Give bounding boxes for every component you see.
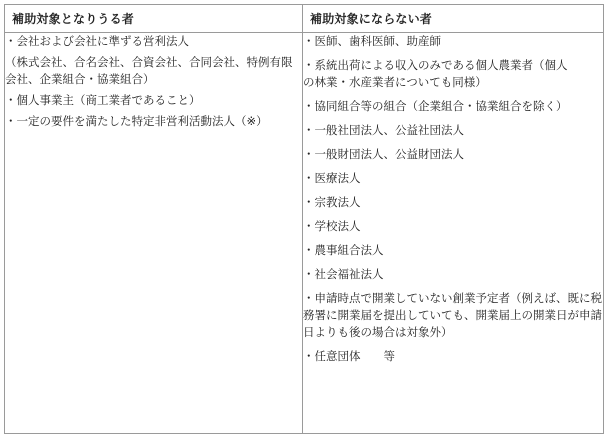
ineligible-item-farmers-continued: の林業・水産業者についても同様）	[303, 75, 487, 89]
ineligible-item-cooperatives: ・協同組合等の組合（企業組合・協業組合を除く）	[303, 99, 568, 113]
eligibility-table	[4, 4, 604, 434]
eligible-cell	[5, 33, 303, 434]
header-eligible: 補助対象となりうる者	[5, 5, 303, 33]
ineligible-item-voluntary-group: ・任意団体 等	[303, 349, 395, 363]
ineligible-item-medical-professionals: ・医師、歯科医師、助産師	[303, 34, 441, 48]
ineligible-item-school-corporation: ・学校法人	[303, 219, 361, 233]
ineligible-item-general-incorporated-association: ・一般社団法人、公益社団法人	[303, 123, 464, 137]
ineligible-item-agricultural-association: ・農事組合法人	[303, 243, 384, 257]
table-header-row	[5, 5, 604, 33]
eligible-item-corporation: ・会社および会社に準ずる営利法人	[5, 34, 189, 48]
ineligible-item-religious-corporation: ・宗教法人	[303, 195, 361, 209]
ineligible-item-farmers: ・系統出荷による収入のみである個人農業者（個人	[303, 58, 568, 72]
ineligible-item-general-incorporated-foundation: ・一般財団法人、公益財団法人	[303, 147, 464, 161]
ineligible-cell	[303, 33, 604, 434]
ineligible-item-medical-corporation: ・医療法人	[303, 171, 361, 185]
ineligible-item-social-welfare-corporation: ・社会福祉法人	[303, 267, 384, 281]
ineligible-item-prospective-founder: ・申請時点で開業していない創業予定者（例えば、既に税務署に開業届を提出していても、開業届上の開業日が申請日よりも後の場合は対象外）	[303, 291, 602, 339]
table-body-row	[5, 33, 604, 434]
eligible-item-npo: ・一定の要件を満たした特定非営利活動法人（※）	[5, 114, 268, 128]
eligible-item-sole-proprietor: ・個人事業主（商工業者であること）	[5, 93, 201, 107]
header-ineligible: 補助対象にならない者	[303, 5, 604, 33]
eligible-item-corporation-types: （株式会社、合名会社、合資会社、合同会社、特例有限会社、企業組合・協業組合）	[5, 55, 293, 86]
